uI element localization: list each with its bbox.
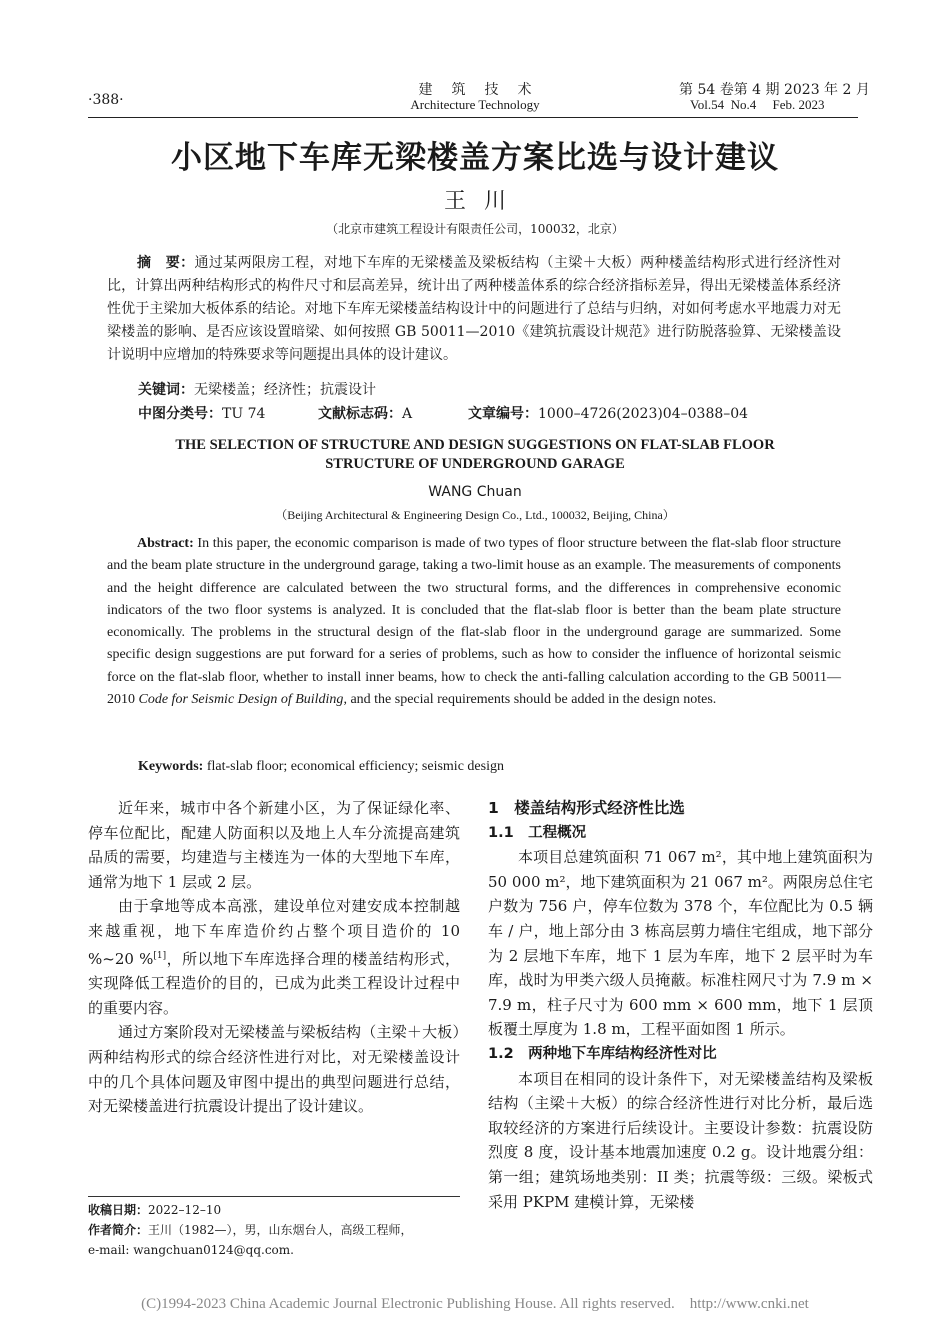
author-name-en: WANG Chuan: [428, 484, 522, 500]
author-bio: [88, 1220, 460, 1240]
intro-paragraph-1: 近年来，城市中各个新建小区，为了保证绿化率、停车位配比，配建人防面积以及地上人车分流提高建筑品质的需要，均建造与主楼连为一体的大型地下车库，通常为地下 1 层或 2 层。: [88, 799, 460, 891]
citation-ref: [1]: [153, 950, 167, 961]
document-code: [318, 403, 412, 423]
doc-code-label: 文献标志码：: [318, 406, 402, 422]
clc-value: TU 74: [222, 406, 266, 422]
author-email: e-mail: wangchuan0124@qq.com.: [88, 1243, 294, 1257]
footnote-divider: [88, 1196, 460, 1197]
affiliation-cn: （北京市建筑工程设计有限责任公司，100032，北京）: [326, 222, 624, 236]
body-right-column: [488, 796, 873, 1214]
issue-info-en: Vol.54 No.4 Feb. 2023: [690, 97, 825, 112]
author-name-cn: 王川: [443, 189, 524, 214]
clc-number: [138, 403, 265, 423]
article-number-value: 1000–4726(2023)04–0388–04: [538, 406, 749, 422]
journal-name-cn: 建筑技术: [418, 82, 551, 98]
received-date: [88, 1200, 460, 1220]
author-bio-value: 王川（1982—），男，山东烟台人，高级工程师，: [148, 1223, 413, 1237]
abstract-en: [107, 533, 841, 711]
abstract-cn-label: 摘 要：: [137, 255, 195, 271]
abstract-en-label: Abstract:: [137, 536, 194, 551]
header-divider: [88, 117, 858, 118]
issue-info-cn: 第 54 卷第 4 期 2023 年 2 月: [679, 82, 870, 98]
keywords-cn: [138, 379, 376, 399]
paper-title-en-line2: STRUCTURE OF UNDERGROUND GARAGE: [325, 456, 625, 472]
section-heading-1-1: 1.1 工程概况: [488, 824, 587, 841]
section-heading-1: 1 楼盖结构形式经济性比选: [488, 799, 685, 817]
section-1-2-paragraph: 本项目在相同的设计条件下，对无梁楼盖结构及梁板结构（主梁＋大板）的综合经济性进行对比分析，最后选取较经济的方案进行后续设计。主要设计参数：抗震设防烈度 8 度，设计基本地震加速度 0.2 g。设计地震分组：第一组；建筑场地类别：II 类；抗震等级：三级。梁板式采用 PKPM 建模计算，无梁楼: [488, 1069, 873, 1211]
section-heading-1-2: 1.2 两种地下车库结构经济性对比: [488, 1045, 717, 1062]
abstract-cn: [107, 252, 841, 367]
intro-paragraph-2: [88, 894, 460, 1020]
article-number-label: 文章编号：: [468, 406, 538, 422]
body-left-column: [88, 796, 460, 1119]
doc-code-value: A: [402, 406, 413, 422]
paper-title-cn: 小区地下车库无梁楼盖方案比选与设计建议: [171, 140, 779, 176]
abstract-en-code-title: Code for Seismic Design of Building: [138, 692, 344, 708]
article-number: [468, 403, 748, 423]
abstract-en-text: In this paper, the economic comparison is made of two types of floor structure between the flat-slab floor structure and the beam plate structure in the underground garage, taking a two-limit house as an example. The measurements of components and the height difference are calculated between the two structural forms, and the differences in comprehensive economic indicators of the two floor systems is analyzed. It is concluded that the flat-slab floor is better than the beam plate structure economically. The problems in the structural design of the flat-slab floor in the underground garage are summarized. Some specific design suggestions are put forward for a series of problems, such as how to consider the influence of horizontal seismic force on the flat-slab floor, whether to install inner beams, how to check the anti-falling calculation according to the GB 50011—2010: [107, 536, 842, 708]
page-number: ·388·: [88, 92, 124, 108]
intro-paragraph-2-a: 由于拿地等成本高涨，建设单位对建安成本控制越来越重视，地下车库造价约占整个项目造价的 10 %~20 %: [88, 897, 460, 968]
affiliation-en: （Beijing Architectural & Engineering Design Co., Ltd., 100032, Beijing, China）: [275, 508, 675, 522]
clc-label: 中图分类号：: [138, 406, 222, 422]
abstract-cn-text: 通过某两限房工程，对地下车库的无梁楼盖及梁板结构（主梁＋大板）两种楼盖结构形式进行经济性对比，计算出两种结构形式的构件尺寸和层高差异，统计出了两种楼盖体系的综合经济指标差异，得出无梁楼盖体系经济性优于主梁加大板体系的结论。对地下车库无梁楼盖结构设计中的问题进行了总结与归纳，对如何考虑水平地震力对无梁楼盖的影响、是否应该设置暗梁、如何按照 GB 50011—2010《建筑抗震设计规范》进行防脱落验算、无梁楼盖设计说明中应增加的特殊要求等问题提出具体的设计建议。: [107, 255, 841, 363]
received-date-value: 2022–12–10: [148, 1203, 222, 1217]
keywords-en: [138, 759, 504, 775]
paper-title-en: [0, 436, 950, 474]
section-1-1-paragraph: 本项目总建筑面积 71 067 m²，其中地上建筑面积为 50 000 m²，地下建筑面积为 21 067 m²。两限房总住宅户数为 756 户，停车位数为 378 个，车位配比为 0.5 辆车 / 户，地上部分由 3 栋高层剪力墙住宅组成，地下部分为 2 层地下车库，地下 1 层为车库，地下 2 层平时为车库，战时为甲类六级人员掩蔽。标准柱网尺寸为 7.9 m × 7.9 m，柱子尺寸为 600 mm × 600 mm，地下 1 层顶板覆土厚度为 1.8 m，工程平面如图 1 所示。: [488, 848, 873, 1039]
copyright-line: (C)1994-2023 China Academic Journal Electronic Publishing House. All rights reserved. http://www.cnki.net: [141, 1296, 809, 1312]
intro-paragraph-2-b: ，所以地下车库选择合理的楼盖结构形式，实现降低工程造价的目的，已成为此类工程设计过程中的重要内容。: [88, 949, 460, 1017]
keywords-en-text: flat-slab floor; economical efficiency; seismic design: [206, 759, 504, 774]
keywords-cn-label: 关键词：: [138, 382, 194, 398]
journal-name-en: Architecture Technology: [410, 97, 540, 112]
paper-title-en-line1: THE SELECTION OF STRUCTURE AND DESIGN SUGGESTIONS ON FLAT-SLAB FLOOR: [175, 437, 775, 453]
footnotes: [88, 1200, 460, 1260]
keywords-cn-text: 无梁楼盖；经济性；抗震设计: [194, 382, 376, 398]
received-date-label: 收稿日期：: [88, 1203, 149, 1217]
keywords-en-label: Keywords:: [138, 759, 204, 774]
intro-paragraph-3: 通过方案阶段对无梁楼盖与梁板结构（主梁＋大板）两种结构形式的综合经济性进行对比，对无梁楼盖设计中的几个具体问题及审图中提出的典型问题进行总结，对无梁楼盖进行抗震设计提出了设计建议。: [88, 1023, 460, 1116]
author-bio-label: 作者简介：: [88, 1223, 149, 1237]
abstract-en-tail: , and the special requirements should be added in the design notes.: [343, 692, 717, 708]
